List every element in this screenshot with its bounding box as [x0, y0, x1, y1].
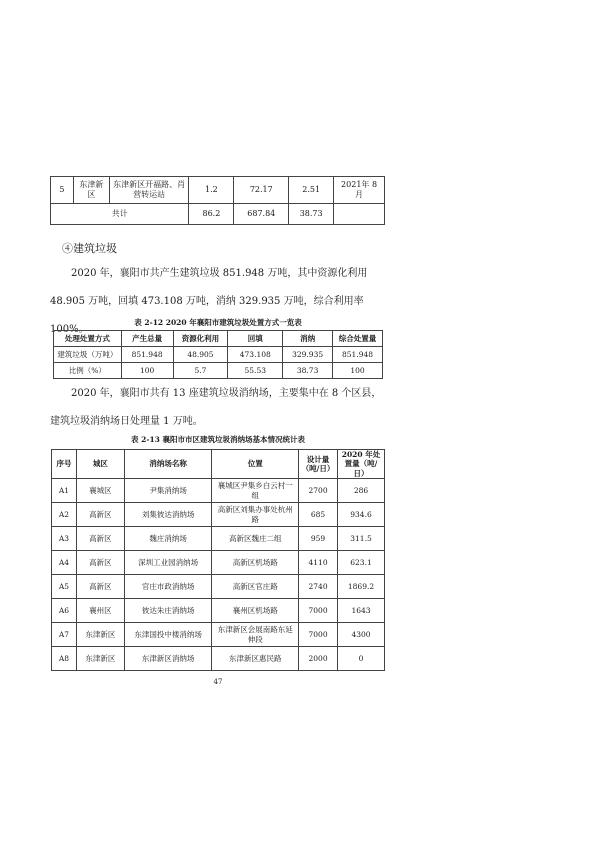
total-label: 共计: [51, 204, 189, 225]
table-cell: 尹集消纳场: [124, 479, 212, 503]
table-row: [51, 177, 385, 204]
table-cell: 5.7: [173, 363, 228, 379]
table-row: [52, 575, 385, 599]
table-row: [54, 347, 383, 363]
cell-area: 东津新区: [73, 177, 109, 204]
total-value-3: 38.73: [289, 204, 334, 225]
table-cell: 2700: [299, 479, 338, 503]
table-cell: 襄城区: [76, 479, 124, 503]
table-cell: 东津新区会展南路东延伸段: [212, 623, 299, 647]
table-cell: A7: [52, 623, 77, 647]
table-cell: 魏庄消纳场: [124, 527, 212, 551]
table-row: [52, 527, 385, 551]
table-cell: 685: [299, 503, 338, 527]
table-cell: 高新区: [76, 575, 124, 599]
cell-value-1: 1.2: [189, 177, 234, 204]
table-cell: 1643: [338, 599, 385, 623]
total-value-1: 86.2: [189, 204, 234, 225]
table-cell: 0: [338, 647, 385, 671]
table-cell: 100: [333, 363, 383, 379]
table-cell: 4110: [299, 551, 338, 575]
table-cell: 高新区机场路: [212, 551, 299, 575]
section-heading: ④建筑垃圾: [62, 242, 117, 255]
table-cell: 48.905: [173, 347, 228, 363]
table-row: [52, 503, 385, 527]
header-cell: 回填: [228, 331, 283, 347]
table-cell: A1: [52, 479, 77, 503]
header-cell: 综合处置量: [333, 331, 383, 347]
table-cell: 襄州区: [76, 599, 124, 623]
table-cell: 100: [121, 363, 173, 379]
cell-name: 东津新区开福路、肖营转运站: [109, 177, 189, 204]
table-cell: 高新区魏庄二组: [212, 527, 299, 551]
total-empty: [334, 204, 385, 225]
table-2-13-caption: 表 2-13 襄阳市市区建筑垃圾消纳场基本情况统计表: [131, 435, 305, 444]
cell-value-2: 72.17: [234, 177, 289, 204]
table-cell: 东津国投中楼消纳场: [124, 623, 212, 647]
continuation-table: [50, 176, 385, 225]
table-cell: 深圳工业园消纳场: [124, 551, 212, 575]
table-cell: 286: [338, 479, 385, 503]
table-cell: 7000: [299, 623, 338, 647]
table-2-12-caption: 表 2-12 2020 年襄阳市建筑垃圾处置方式一览表: [134, 318, 302, 327]
table-2-13: [51, 449, 385, 671]
table-cell: 彼达朱庄消纳场: [124, 599, 212, 623]
table-cell: 1869.2: [338, 575, 385, 599]
total-value-2: 687.84: [234, 204, 289, 225]
table-total-row: [51, 204, 385, 225]
table-cell: 2000: [299, 647, 338, 671]
table-cell: 东津新区消纳场: [124, 647, 212, 671]
table-2-12: [53, 330, 383, 379]
table-cell: 高新区: [76, 551, 124, 575]
table-cell: 38.73: [283, 363, 333, 379]
table-cell: 高新区: [76, 527, 124, 551]
table-cell: A6: [52, 599, 77, 623]
table-cell: 623.1: [338, 551, 385, 575]
table-cell: 2740: [299, 575, 338, 599]
page-number: 47: [213, 678, 223, 686]
table-cell: 851.948: [121, 347, 173, 363]
table-cell: 高新区官庄路: [212, 575, 299, 599]
table-row: [52, 623, 385, 647]
header-cell: 产生总量: [121, 331, 173, 347]
table-cell: 473.108: [228, 347, 283, 363]
table-cell: 高新区刘集办事处杭州路: [212, 503, 299, 527]
table-row: [52, 599, 385, 623]
header-cell: 设计量（吨/日）: [299, 450, 338, 479]
table-cell: 襄州区机场路: [212, 599, 299, 623]
table-cell: 55.53: [228, 363, 283, 379]
header-cell: 城区: [76, 450, 124, 479]
header-cell: 位置: [212, 450, 299, 479]
table-cell: A8: [52, 647, 77, 671]
header-cell: 处理处置方式: [54, 331, 122, 347]
cell-no: 5: [51, 177, 74, 204]
paragraph-2: 2020 年，襄阳市共有 13 座建筑垃圾消纳场，主要集中在 8 个区县，建筑垃圾消纳场日处理量 1 万吨。: [50, 388, 382, 427]
header-cell: 消纳: [283, 331, 333, 347]
cell-value-3: 2.51: [289, 177, 334, 204]
table-header-row: [52, 450, 385, 479]
table-cell: 东津新区惠民路: [212, 647, 299, 671]
table-cell: 东津新区: [76, 647, 124, 671]
table-cell: 851.948: [333, 347, 383, 363]
table-cell: 959: [299, 527, 338, 551]
table-header-row: [54, 331, 383, 347]
table-cell: 311.5: [338, 527, 385, 551]
table-cell: 官庄市政消纳场: [124, 575, 212, 599]
table-cell: 329.935: [283, 347, 333, 363]
table-cell: 比例（%）: [54, 363, 122, 379]
table-row: [52, 551, 385, 575]
cell-date: 2021年 8 月: [334, 177, 385, 204]
table-cell: 襄城区尹集乡白云村一组: [212, 479, 299, 503]
header-cell: 序号: [52, 450, 77, 479]
table-cell: A4: [52, 551, 77, 575]
table-cell: 4300: [338, 623, 385, 647]
table-cell: 高新区: [76, 503, 124, 527]
table-cell: 934.6: [338, 503, 385, 527]
table-cell: 建筑垃圾（万吨）: [54, 347, 122, 363]
table-row: [54, 363, 383, 379]
header-cell: 2020 年处置量（吨/日）: [338, 450, 385, 479]
header-cell: 消纳场名称: [124, 450, 212, 479]
header-cell: 资源化利用: [173, 331, 228, 347]
table-cell: A3: [52, 527, 77, 551]
table-cell: 东津新区: [76, 623, 124, 647]
table-cell: A2: [52, 503, 77, 527]
paragraph-1: 2020 年，襄阳市共产生建筑垃圾 851.948 万吨，其中资源化利用 48.905 万吨，回填 473.108 万吨，消纳 329.935 万吨，综合利用率 100%。: [50, 268, 368, 335]
table-cell: 刘集彼达消纳场: [124, 503, 212, 527]
table-row: [52, 479, 385, 503]
table-cell: 7000: [299, 599, 338, 623]
table-row: [52, 647, 385, 671]
table-cell: A5: [52, 575, 77, 599]
